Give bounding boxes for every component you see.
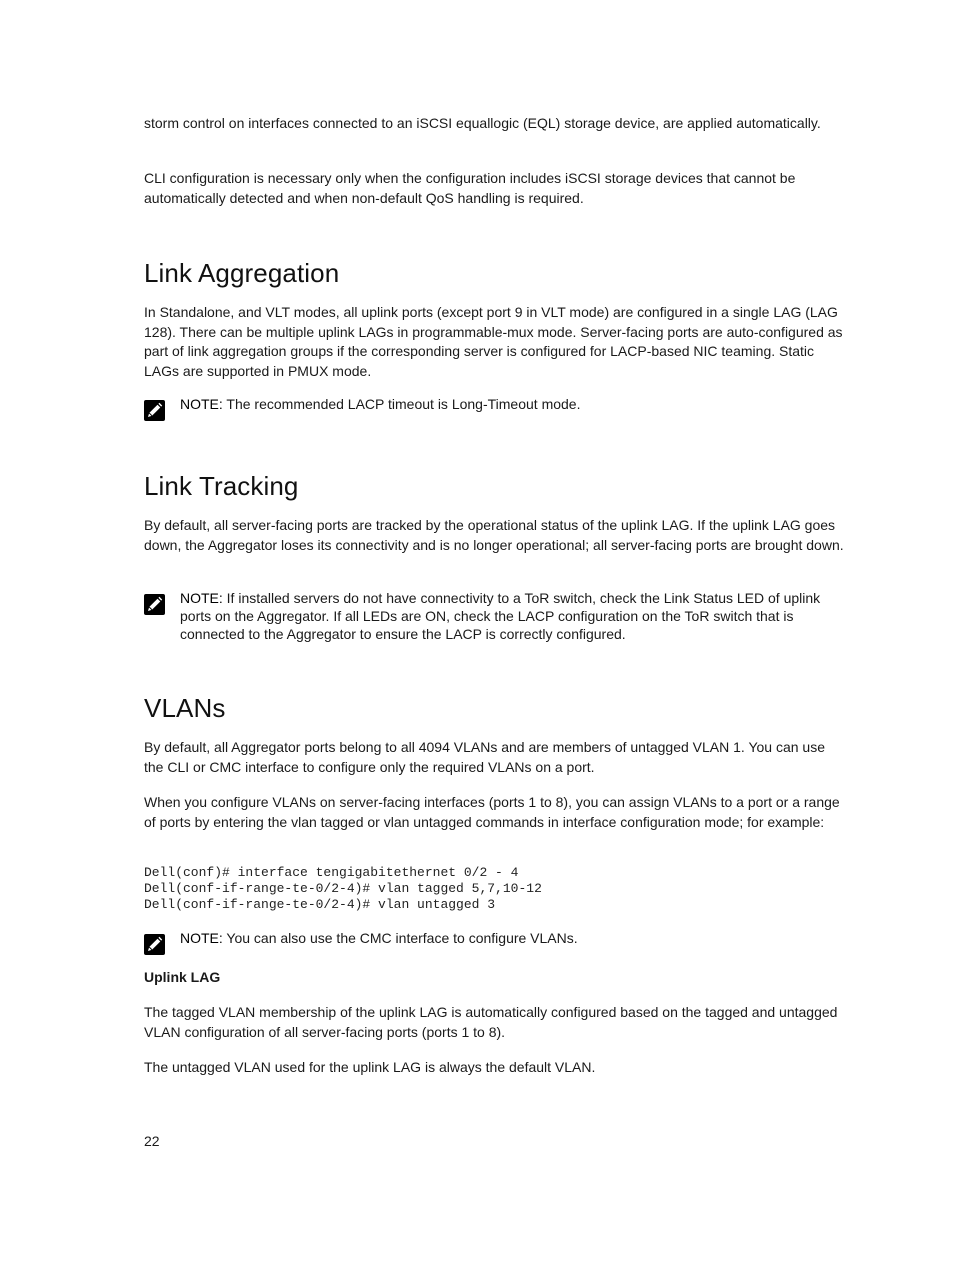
note-label: NOTE: — [180, 930, 223, 946]
uplink-lag-paragraph-1: The tagged VLAN membership of the uplink LAG is automatically configured based on the tagged and untagged VLAN configuration of all server-facing ports (ports 1 to 8). — [144, 1004, 838, 1040]
cli-code-block: Dell(conf)# interface tengigabitethernet 0/2 - 4 Dell(conf-if-range-te-0/2-4)# vlan tagged 5,7,10-12 Dell(conf-if-range-te-0/2-4)# vlan untagged 3 — [144, 865, 542, 912]
note-label: NOTE: — [180, 590, 223, 606]
intro-paragraph-1: storm control on interfaces connected to an iSCSI equallogic (EQL) storage device, are applied automatically. — [144, 115, 821, 131]
note-text: The recommended LACP timeout is Long-Timeout mode. — [222, 396, 581, 412]
heading-link-tracking: Link Tracking — [144, 471, 299, 501]
pencil-note-icon — [144, 934, 165, 955]
page-number: 22 — [144, 1133, 160, 1149]
link-aggregation-paragraph: In Standalone, and VLT modes, all uplink ports (except port 9 in VLT mode) are configured in a single LAG (LAG 128). There can be multiple uplink LAGs in programmable-mux mode. Server-facing ports are auto-configured as part of link aggregation groups if the corresponding server is configured for LACP-based NIC teaming. Static LAGs are supported in PMUX mode. — [144, 304, 843, 379]
uplink-lag-paragraph-2: The untagged VLAN used for the uplink LAG is always the default VLAN. — [144, 1059, 596, 1075]
vlans-paragraph-1: By default, all Aggregator ports belong to all 4094 VLANs and are members of untagged VLAN 1. You can use the CLI or CMC interface to configure only the required VLANs on a port. — [144, 739, 826, 775]
note-label: NOTE: — [180, 396, 223, 412]
note-text: You can also use the CMC interface to configure VLANs. — [222, 930, 578, 946]
intro-paragraph-2: CLI configuration is necessary only when the configuration includes iSCSI storage devices that cannot be automatically detected and when non-default QoS handling is required. — [144, 170, 796, 206]
pencil-note-icon — [144, 400, 165, 421]
note-text: If installed servers do not have connectivity to a ToR switch, check the Link Status LED of uplink ports on the Aggregator. If all LEDs are ON, check the LACP configuration on the ToR switch that is connected to the Aggregator to ensure the LACP is correctly configured. — [180, 590, 821, 642]
subheading-uplink-lag: Uplink LAG — [144, 969, 221, 985]
vlans-paragraph-2: When you configure VLANs on server-facing interfaces (ports 1 to 8), you can assign VLANs to a port or a range of ports by entering the vlan tagged or vlan untagged commands in interface configuration mode; for example: — [144, 794, 840, 830]
pencil-note-icon — [144, 594, 165, 615]
heading-vlans: VLANs — [144, 693, 226, 723]
heading-link-aggregation: Link Aggregation — [144, 258, 340, 288]
link-tracking-paragraph: By default, all server-facing ports are tracked by the operational status of the uplink LAG. If the uplink LAG goes down, the Aggregator loses its connectivity and is no longer operational; all server-facing ports are brought down. — [144, 517, 844, 553]
